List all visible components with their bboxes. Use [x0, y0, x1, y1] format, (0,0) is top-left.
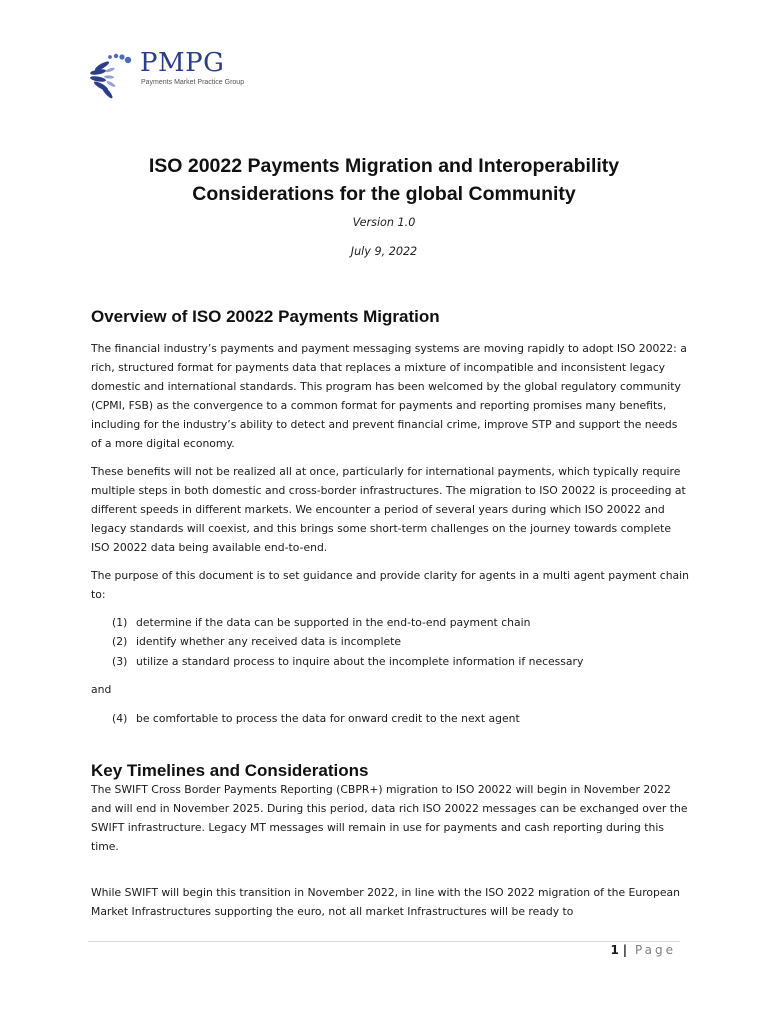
page-footer — [611, 943, 676, 957]
list-item — [112, 709, 682, 728]
version-label: Version 1.0 — [352, 216, 416, 229]
list-item-number: (1) — [112, 616, 128, 629]
list-item — [112, 613, 682, 632]
pmpg-swirl-logo-icon — [88, 52, 136, 100]
logo-wordmark: PMPG — [140, 48, 225, 78]
timelines-paragraph-1: The SWIFT Cross Border Payments Reporting (CBPR+) migration to ISO 20022 will begin in November 2022 and will end in November 2025. During this period, data rich ISO 20022 messages can be exchanged over the SWIFT infrastructure. Legacy MT messages will remain in use for payments and cash reporting during this time. — [91, 783, 688, 853]
list-item-text: determine if the data can be supported in the end-to-end payment chain — [136, 616, 531, 629]
title-line-1: ISO 20022 Payments Migration and Interoperability — [148, 155, 620, 177]
pmpg-logo — [88, 46, 248, 106]
logo-tagline: Payments Market Practice Group — [141, 79, 245, 86]
purpose-list-continued — [112, 709, 682, 728]
document-title — [90, 152, 678, 208]
list-item-number: (3) — [112, 654, 128, 668]
list-item — [112, 632, 682, 651]
page-separator: | — [622, 943, 628, 957]
list-item — [112, 652, 682, 671]
timelines-paragraph-2: While SWIFT will begin this transition in November 2022, in line with the ISO 2022 migration of the European Market Infrastructures supporting the euro, not all market Infrastructures will be ready to — [91, 886, 680, 918]
purpose-list — [112, 613, 682, 671]
page-number: 1 — [610, 943, 619, 957]
overview-paragraph-1: The financial industry’s payments and payment messaging systems are moving rapidly to adopt ISO 20022: a rich, structured format for payments data that replaces a mixture of incompatible and inconsistent legacy domestic and international standards. This program has been welcomed by the global regulatory community (CPMI, FSB) as the convergence to a common format for payments and reporting promises many benefits, including for the industry’s ability to detect and prevent financial crime, improve STP and support the needs of a more digital economy. — [91, 342, 687, 450]
overview-paragraph-2: These benefits will not be realized all at once, particularly for international payments, which typically require multiple steps in both domestic and cross-border infrastructures. The migration to ISO 20022 is proceeding at different speeds in different markets. We encounter a period of several years during which ISO 20022 and legacy standards will coexist, and this brings some short-term challenges on the journey towards complete ISO 20022 data being available end-to-end. — [91, 465, 686, 554]
list-item-text: identify whether any received data is incomplete — [136, 635, 402, 649]
list-item-number: (4) — [112, 712, 128, 725]
section-heading-timelines: Key Timelines and Considerations — [91, 761, 369, 780]
footer-divider — [88, 941, 680, 942]
title-line-2: Considerations for the global Community — [192, 183, 576, 205]
date-label: July 9, 2022 — [350, 245, 418, 258]
list-item-text: be comfortable to process the data for onward credit to the next agent — [136, 712, 520, 725]
page-word: Page — [634, 943, 676, 957]
and-connector: and — [91, 683, 112, 696]
section-heading-overview: Overview of ISO 20022 Payments Migration — [91, 307, 440, 326]
overview-paragraph-3: The purpose of this document is to set guidance and provide clarity for agents in a multi agent payment chain to: — [91, 569, 689, 601]
list-item-number: (2) — [112, 635, 128, 649]
list-item-text: utilize a standard process to inquire about the incomplete information if necessary — [136, 654, 584, 668]
